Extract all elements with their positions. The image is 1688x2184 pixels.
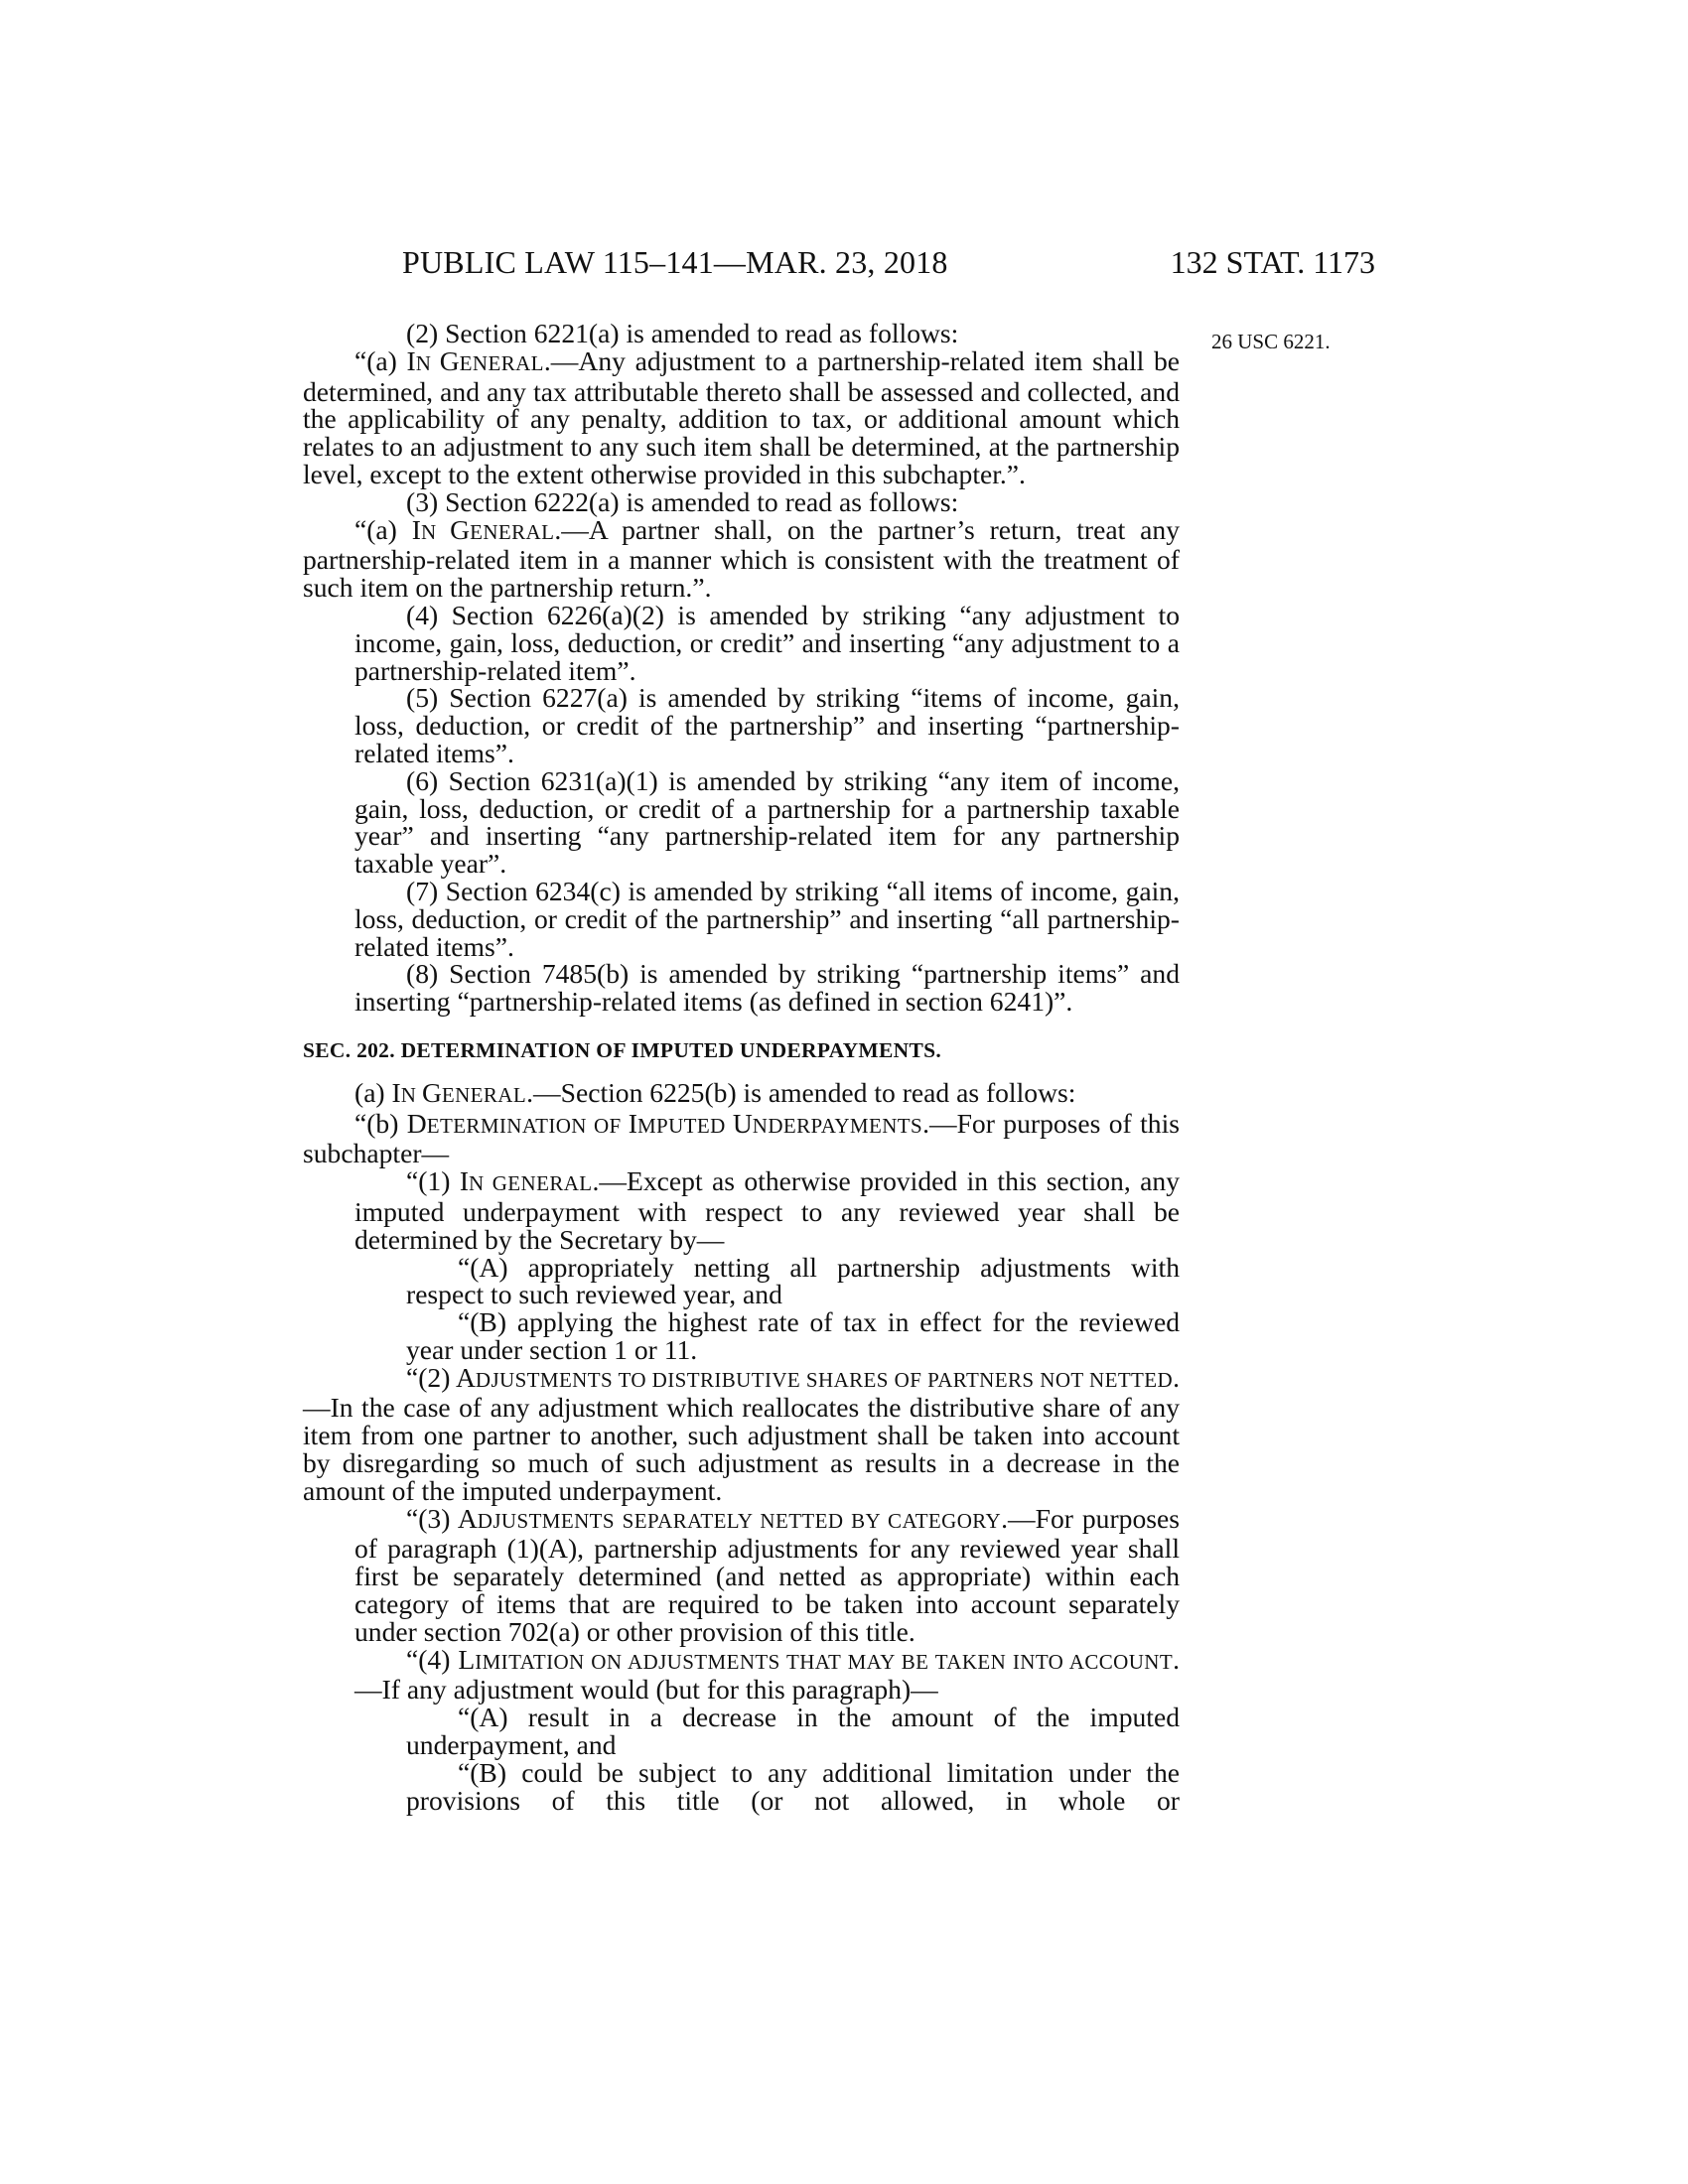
paragraph-5: (5) Section 6227(a) is amended by striking “items of income, gain, loss, deduction, or credit of the partnership” and inserting “partnership-related items”.: [354, 682, 1180, 768]
subsection-a: (a) IN GENERAL.—Section 6225(b) is amended to read as follows:: [354, 1076, 1076, 1108]
subsection-b-heading: “(b) DETERMINATION OF IMPUTED UNDERPAYMENTS.—For purposes of this subchapter—: [303, 1107, 1180, 1169]
paragraph-8: (8) Section 7485(b) is amended by striking “partnership items” and inserting “partnership-related items (as defined in section 6241)”.: [354, 958, 1180, 1018]
margin-citation: 26 USC 6221.: [1211, 330, 1331, 353]
clause-1-B: “(B) applying the highest rate of tax in effect for the reviewed year under section 1 or 11.: [406, 1306, 1180, 1365]
paragraph-7: (7) Section 6234(c) is amended by striking “all items of income, gain, loss, deduction, or credit of the partnership” and inserting “all partnership-related items”.: [354, 875, 1180, 962]
paragraph-6: (6) Section 6231(a)(1) is amended by striking “any item of income, gain, loss, deduction, or credit of a partnership for a partnership taxable year” and inserting “any partnership-related item for any partnership taxable year”.: [354, 764, 1180, 880]
paragraph-4: (4) Section 6226(a)(2) is amended by striking “any adjustment to income, gain, loss, deduction, or credit” and inserting “any adjustment to a partnership-related item”.: [354, 599, 1180, 686]
paragraph-6221a-text: “(a) IN GENERAL.—Any adjustment to a partnership-related item shall be determined, and any tax attributable thereto shall be assessed and collected, and the applicability of any penalty, addition to tax, or additional amount which relates to an adjustment to any such item shall be determined, at the partnership level, except to the extent otherwise provided in this subchapter.”.: [303, 344, 1180, 489]
paragraph-3: (3) Section 6222(a) is amended to read as follows:: [406, 485, 959, 517]
clause-2: “(2) ADJUSTMENTS TO DISTRIBUTIVE SHARES OF PARTNERS NOT NETTED.—In the case of any adjustment which reallocates the distributive share of any item from one partner to another, such adjustment shall be taken into account by disregarding so much of such adjustment as results in a decrease in the amount of the imputed underpayment.: [303, 1361, 1180, 1506]
stat-page-number: 132 STAT. 1173: [1170, 244, 1375, 280]
paragraph-2: (2) Section 6221(a) is amended to read as follows:: [406, 318, 959, 348]
document-body: [303, 320, 1180, 1814]
paragraph-6222a-text: “(a) IN GENERAL.—A partner shall, on the partner’s return, treat any partnership-related item in a manner which is consistent with the treatment of such item on the partnership return.”.: [303, 513, 1180, 604]
clause-1-A: “(A) appropriately netting all partnership adjustments with respect to such reviewed year, and: [406, 1251, 1180, 1310]
clause-4-A: “(A) result in a decrease in the amount of the imputed underpayment, and: [406, 1702, 1180, 1761]
clause-1: “(1) IN GENERAL.—Except as otherwise provided in this section, any imputed underpayment with respect to any reviewed year shall be determined by the Secretary by—: [354, 1165, 1180, 1255]
section-heading: SEC. 202. DETERMINATION OF IMPUTED UNDERPAYMENTS.: [303, 1037, 942, 1062]
running-head-title: PUBLIC LAW 115–141—MAR. 23, 2018: [402, 244, 948, 280]
clause-3: “(3) ADJUSTMENTS SEPARATELY NETTED BY CATEGORY.—For purposes of paragraph (1)(A), partnership adjustments for any reviewed year shall first be separately determined (and netted as appropriate) within each category of items that are required to be taken into account separately under section 702(a) or other provision of this title.: [354, 1502, 1180, 1647]
page-header: [303, 244, 1375, 284]
clause-4-B: “(B) could be subject to any additional limitation under the provisions of this title (or not allowed, in whole or: [406, 1756, 1180, 1816]
clause-4: “(4) LIMITATION ON ADJUSTMENTS THAT MAY BE TAKEN INTO ACCOUNT.—If any adjustment would (but for this paragraph)—: [354, 1643, 1180, 1706]
